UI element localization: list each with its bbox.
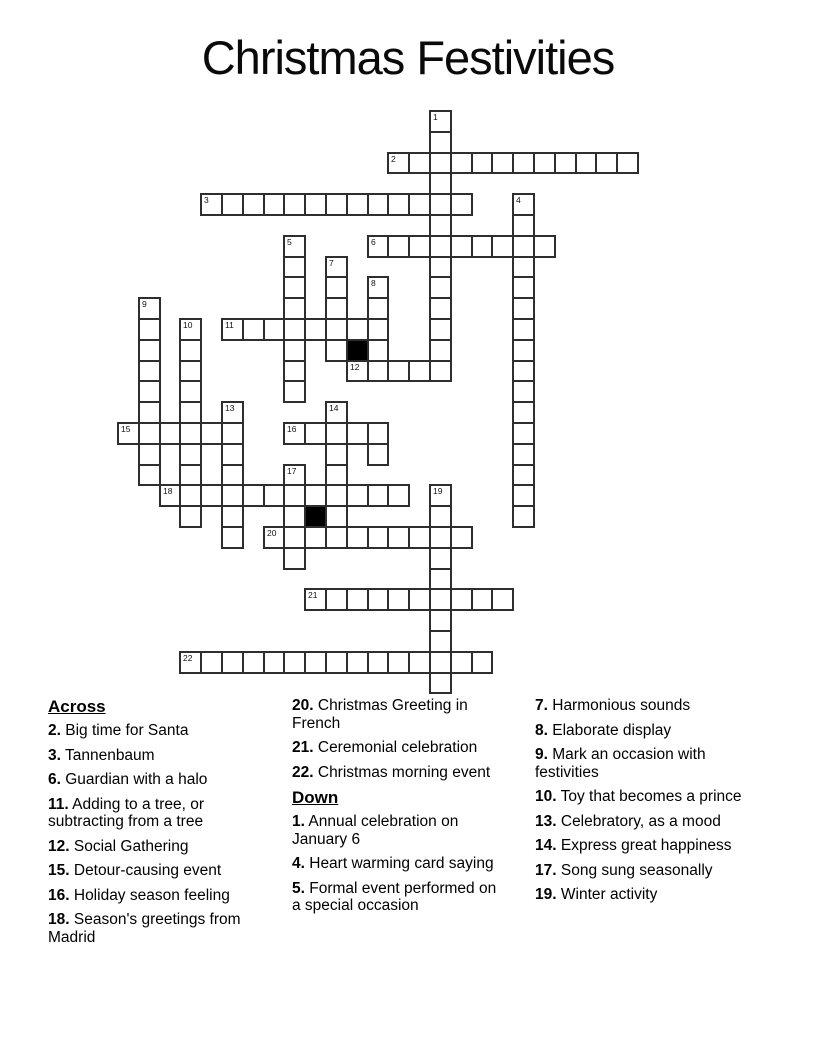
- clue-number-label: 21.: [292, 739, 314, 756]
- grid-cell[interactable]: [346, 526, 369, 549]
- grid-cell[interactable]: [346, 484, 369, 507]
- cell-number: 7: [329, 258, 334, 268]
- grid-cell[interactable]: [304, 526, 327, 549]
- grid-cell[interactable]: [283, 256, 306, 278]
- grid-cell[interactable]: [450, 526, 473, 549]
- grid-cell[interactable]: [200, 422, 223, 445]
- clue-item-22: 22. Christmas morning event: [292, 763, 491, 781]
- grid-cell[interactable]: [325, 443, 348, 466]
- clues-column-1: [48, 697, 280, 953]
- clue-item-11: 11. Adding to a tree, or subtracting from a tree: [48, 795, 204, 830]
- grid-cell[interactable]: [325, 401, 348, 424]
- grid-cell[interactable]: [346, 651, 369, 674]
- grid-cell[interactable]: [512, 484, 535, 507]
- grid-cell[interactable]: [408, 193, 431, 216]
- clue-number-label: 19.: [535, 886, 557, 903]
- grid-cell[interactable]: [179, 401, 202, 424]
- grid-cell[interactable]: [512, 193, 535, 216]
- clue-number-label: 1.: [292, 813, 305, 830]
- grid-cell[interactable]: [429, 193, 452, 216]
- grid-cell[interactable]: [179, 422, 202, 445]
- grid-cell[interactable]: [200, 484, 223, 507]
- grid-cell[interactable]: [367, 297, 389, 320]
- grid-cell[interactable]: [179, 464, 202, 486]
- grid-cell[interactable]: [408, 360, 431, 382]
- grid-cell[interactable]: [263, 193, 285, 216]
- grid-cell[interactable]: [429, 172, 452, 195]
- grid-cell[interactable]: [325, 484, 348, 507]
- grid-cell[interactable]: [283, 484, 306, 507]
- grid-cell[interactable]: [325, 464, 348, 486]
- grid-cell[interactable]: [283, 297, 306, 320]
- black-cell: [346, 339, 369, 362]
- grid-cell[interactable]: [138, 339, 161, 362]
- grid-cell[interactable]: [595, 152, 618, 174]
- grid-cell[interactable]: [221, 443, 244, 466]
- grid-cell[interactable]: [367, 339, 389, 362]
- grid-cell[interactable]: [346, 193, 369, 216]
- grid-cell[interactable]: [138, 360, 161, 382]
- grid-cell[interactable]: [263, 651, 285, 674]
- clue-item-1: 1. Annual celebration on January 6: [292, 813, 459, 848]
- grid-cell[interactable]: [117, 422, 140, 445]
- grid-cell[interactable]: [242, 318, 265, 341]
- grid-cell[interactable]: [367, 526, 389, 549]
- grid-cell[interactable]: [138, 380, 161, 403]
- grid-cell[interactable]: [512, 256, 535, 278]
- across-header: Across: [48, 697, 106, 716]
- grid-cell[interactable]: [325, 318, 348, 341]
- grid-cell[interactable]: [429, 588, 452, 611]
- cell-number: 19: [433, 486, 443, 496]
- cell-number: 9: [142, 299, 147, 309]
- grid-cell[interactable]: [283, 193, 306, 216]
- grid-cell[interactable]: [575, 152, 597, 174]
- clue-number-label: 20.: [292, 697, 314, 714]
- grid-cell[interactable]: [283, 505, 306, 528]
- grid-cell[interactable]: [304, 484, 327, 507]
- grid-cell[interactable]: [512, 380, 535, 403]
- grid-cell[interactable]: [387, 152, 410, 174]
- grid-cell[interactable]: [221, 464, 244, 486]
- grid-cell[interactable]: [325, 193, 348, 216]
- grid-cell[interactable]: [471, 152, 493, 174]
- grid-cell[interactable]: [283, 651, 306, 674]
- clue-item-18: 18. Season's greetings from Madrid: [48, 911, 241, 946]
- cell-number: 17: [287, 466, 297, 476]
- clue-number-label: 15.: [48, 862, 70, 879]
- grid-cell[interactable]: [346, 360, 369, 382]
- grid-cell[interactable]: [429, 214, 452, 237]
- grid-cell[interactable]: [512, 443, 535, 466]
- grid-cell[interactable]: [179, 360, 202, 382]
- clue-item-10: 10. Toy that becomes a prince: [535, 788, 742, 805]
- cell-number: 22: [183, 653, 193, 663]
- grid-cell[interactable]: [200, 193, 223, 216]
- grid-cell[interactable]: [325, 339, 348, 362]
- down-header: Down: [292, 788, 339, 807]
- clue-item-12: 12. Social Gathering: [48, 837, 189, 855]
- clue-item-19: 19. Winter activity: [535, 886, 658, 903]
- clue-item-5: 5. Formal event performed on a special occasion: [292, 879, 497, 914]
- grid-cell[interactable]: [512, 276, 535, 299]
- grid-cell[interactable]: [221, 318, 244, 341]
- grid-cell[interactable]: [512, 422, 535, 445]
- cell-number: 10: [183, 320, 193, 330]
- clue-number-label: 7.: [535, 697, 548, 714]
- grid-cell[interactable]: [179, 505, 202, 528]
- puzzle-title: Christmas Festivities: [201, 31, 615, 84]
- grid-cell[interactable]: [491, 152, 514, 174]
- grid-cell[interactable]: [429, 256, 452, 278]
- clue-number-label: 2.: [48, 722, 61, 739]
- grid-cell[interactable]: [221, 505, 244, 528]
- grid-cell[interactable]: [429, 568, 452, 590]
- grid-cell[interactable]: [221, 526, 244, 549]
- grid-cell[interactable]: [283, 339, 306, 362]
- grid-cell[interactable]: [429, 131, 452, 154]
- grid-cell[interactable]: [491, 588, 514, 611]
- grid-cell[interactable]: [304, 422, 327, 445]
- clue-number-label: 4.: [292, 855, 305, 872]
- clue-item-20: 20. Christmas Greeting in French: [292, 697, 468, 732]
- grid-cell[interactable]: [429, 152, 452, 174]
- grid-cell[interactable]: [367, 276, 389, 299]
- grid-cell[interactable]: [512, 505, 535, 528]
- grid-cell[interactable]: [346, 318, 369, 341]
- grid-cell[interactable]: [512, 401, 535, 424]
- grid-cell[interactable]: [429, 547, 452, 570]
- grid-cell[interactable]: [512, 464, 535, 486]
- grid-cell[interactable]: [283, 422, 306, 445]
- grid-cell[interactable]: [387, 193, 410, 216]
- grid-cell[interactable]: [512, 339, 535, 362]
- clue-number-label: 12.: [48, 837, 70, 855]
- grid-cell[interactable]: [554, 152, 577, 174]
- grid-cell[interactable]: [283, 318, 306, 341]
- grid-cell[interactable]: [429, 651, 452, 674]
- grid-cell[interactable]: [429, 297, 452, 320]
- grid-cell[interactable]: [512, 152, 535, 174]
- cell-number: 11: [225, 320, 234, 330]
- grid-cell[interactable]: [429, 484, 452, 507]
- grid-cell[interactable]: [242, 651, 265, 674]
- cell-number: 12: [350, 362, 360, 372]
- grid-cell[interactable]: [346, 588, 369, 611]
- grid-cell[interactable]: [325, 256, 348, 278]
- grid-cell[interactable]: [138, 401, 161, 424]
- grid-cell[interactable]: [367, 235, 389, 258]
- grid-cell[interactable]: [263, 526, 285, 549]
- clue-number-label: 17.: [535, 861, 557, 879]
- grid-cell[interactable]: [242, 193, 265, 216]
- grid-cell[interactable]: [221, 484, 244, 507]
- grid-cell[interactable]: [283, 276, 306, 299]
- grid-cell[interactable]: [450, 651, 473, 674]
- cell-number: 5: [287, 237, 292, 247]
- grid-cell[interactable]: [242, 484, 265, 507]
- grid-cell[interactable]: [512, 360, 535, 382]
- grid-cell[interactable]: [512, 214, 535, 237]
- clue-number-label: 3.: [48, 746, 61, 764]
- grid-cell[interactable]: [429, 318, 452, 341]
- clue-item-9: 9. Mark an occasion with festivities: [535, 746, 706, 781]
- clue-item-13: 13. Celebratory, as a mood: [535, 812, 721, 830]
- grid-cell[interactable]: [491, 235, 514, 258]
- grid-cell[interactable]: [471, 651, 493, 674]
- cell-number: 1: [433, 112, 438, 122]
- grid-cell[interactable]: [367, 360, 389, 382]
- grid-cell[interactable]: [325, 505, 348, 528]
- clue-item-2: 2. Big time for Santa: [48, 722, 189, 739]
- grid-cell[interactable]: [387, 526, 410, 549]
- grid-cell[interactable]: [367, 193, 389, 216]
- grid-cell[interactable]: [159, 422, 181, 445]
- grid-cell[interactable]: [387, 588, 410, 611]
- grid-cell[interactable]: [325, 651, 348, 674]
- clue-number-label: 13.: [535, 812, 557, 830]
- grid-cell[interactable]: [408, 588, 431, 611]
- grid-cell[interactable]: [367, 484, 389, 507]
- grid-cell[interactable]: [408, 526, 431, 549]
- clue-item-21: 21. Ceremonial celebration: [292, 739, 478, 756]
- clue-item-8: 8. Elaborate display: [535, 721, 672, 739]
- grid-cell[interactable]: [283, 235, 306, 258]
- grid-cell[interactable]: [533, 152, 556, 174]
- grid-cell[interactable]: [221, 422, 244, 445]
- grid-cell[interactable]: [138, 443, 161, 466]
- grid-cell[interactable]: [221, 193, 244, 216]
- grid-cell[interactable]: [221, 401, 244, 424]
- grid-cell[interactable]: [429, 609, 452, 632]
- grid-cell[interactable]: [616, 152, 639, 174]
- clue-item-16: 16. Holiday season feeling: [48, 886, 230, 904]
- clues-column-2: [292, 697, 502, 922]
- clue-number-label: 5.: [292, 879, 305, 897]
- grid-cell[interactable]: [429, 672, 452, 694]
- grid-cell[interactable]: [325, 276, 348, 299]
- grid-cell[interactable]: [429, 505, 452, 528]
- grid-cell[interactable]: [387, 484, 410, 507]
- grid-cell[interactable]: [450, 235, 473, 258]
- grid-cell[interactable]: [367, 651, 389, 674]
- grid-cell[interactable]: [408, 651, 431, 674]
- grid-cell[interactable]: [325, 297, 348, 320]
- grid-cell[interactable]: [429, 630, 452, 653]
- grid-cell[interactable]: [179, 318, 202, 341]
- clue-item-4: 4. Heart warming card saying: [292, 855, 494, 872]
- grid-cell[interactable]: [159, 484, 181, 507]
- grid-cell[interactable]: [325, 422, 348, 445]
- grid-cell[interactable]: [179, 443, 202, 466]
- clue-number-label: 6.: [48, 771, 61, 788]
- clue-number-label: 22.: [292, 763, 314, 781]
- cell-number: 4: [516, 195, 521, 205]
- grid-cell[interactable]: [408, 152, 431, 174]
- grid-cell[interactable]: [512, 235, 535, 258]
- grid-cell[interactable]: [263, 318, 285, 341]
- clue-item-17: 17. Song sung seasonally: [535, 861, 713, 879]
- grid-cell[interactable]: [367, 422, 389, 445]
- clue-item-14: 14. Express great happiness: [535, 837, 732, 854]
- grid-cell[interactable]: [283, 464, 306, 486]
- clue-item-7: 7. Harmonious sounds: [535, 697, 691, 714]
- clue-number-label: 16.: [48, 886, 70, 904]
- clue-number-label: 9.: [535, 746, 548, 763]
- cell-number: 6: [371, 237, 376, 247]
- grid-cell[interactable]: [138, 318, 161, 341]
- grid-cell[interactable]: [429, 235, 452, 258]
- grid-cell[interactable]: [200, 651, 223, 674]
- grid-cell[interactable]: [138, 464, 161, 486]
- grid-cell[interactable]: [283, 526, 306, 549]
- grid-cell[interactable]: [367, 318, 389, 341]
- grid-cell[interactable]: [325, 588, 348, 611]
- grid-cell[interactable]: [387, 235, 410, 258]
- grid-cell[interactable]: [263, 484, 285, 507]
- grid-cell[interactable]: [429, 526, 452, 549]
- cell-number: 13: [225, 403, 235, 413]
- clue-number-label: 10.: [535, 788, 557, 805]
- cell-number: 21: [308, 590, 318, 600]
- grid-cell[interactable]: [221, 651, 244, 674]
- grid-cell[interactable]: [429, 339, 452, 362]
- clue-item-3: 3. Tannenbaum: [48, 746, 155, 764]
- grid-cell[interactable]: [429, 360, 452, 382]
- grid-cell[interactable]: [138, 297, 161, 320]
- grid-cell[interactable]: [179, 651, 202, 674]
- cell-number: 15: [121, 424, 131, 434]
- grid-cell[interactable]: [179, 339, 202, 362]
- grid-cell[interactable]: [387, 360, 410, 382]
- grid-cell[interactable]: [429, 276, 452, 299]
- grid-cell[interactable]: [367, 443, 389, 466]
- grid-cell[interactable]: [387, 651, 410, 674]
- grid-cell[interactable]: [304, 588, 327, 611]
- grid-cell[interactable]: [408, 235, 431, 258]
- grid-cell[interactable]: [179, 484, 202, 507]
- grid-cell[interactable]: [304, 193, 327, 216]
- grid-cell[interactable]: [283, 380, 306, 403]
- grid-cell[interactable]: [450, 193, 473, 216]
- grid-cell[interactable]: [325, 526, 348, 549]
- grid-cell[interactable]: [138, 422, 161, 445]
- grid-cell[interactable]: [179, 380, 202, 403]
- clue-number-label: 11.: [48, 795, 69, 813]
- cell-number: 14: [329, 403, 339, 413]
- grid-cell[interactable]: [471, 235, 493, 258]
- clue-number-label: 8.: [535, 721, 548, 739]
- grid-cell[interactable]: [346, 422, 369, 445]
- cell-number: 8: [371, 278, 376, 288]
- grid-cell[interactable]: [429, 110, 452, 133]
- clue-item-6: 6. Guardian with a halo: [48, 771, 208, 788]
- grid-cell[interactable]: [283, 360, 306, 382]
- grid-cell[interactable]: [533, 235, 556, 258]
- clue-item-15: 15. Detour-causing event: [48, 862, 222, 879]
- grid-cell[interactable]: [367, 588, 389, 611]
- clue-number-label: 14.: [535, 837, 557, 854]
- cell-number: 20: [267, 528, 277, 538]
- grid-cell[interactable]: [512, 318, 535, 341]
- cell-number: 16: [287, 424, 297, 434]
- cell-number: 3: [204, 195, 209, 205]
- grid-cell[interactable]: [471, 588, 493, 611]
- cell-number: 2: [391, 154, 396, 164]
- grid-cell[interactable]: [450, 152, 473, 174]
- grid-cell[interactable]: [512, 297, 535, 320]
- black-cell: [304, 505, 327, 528]
- grid-cell[interactable]: [304, 318, 327, 341]
- clue-number-label: 18.: [48, 911, 70, 928]
- grid-cell[interactable]: [283, 547, 306, 570]
- cell-number: 18: [163, 486, 173, 496]
- grid-cell[interactable]: [304, 651, 327, 674]
- clues-column-3: [535, 697, 755, 911]
- grid-cell[interactable]: [450, 588, 473, 611]
